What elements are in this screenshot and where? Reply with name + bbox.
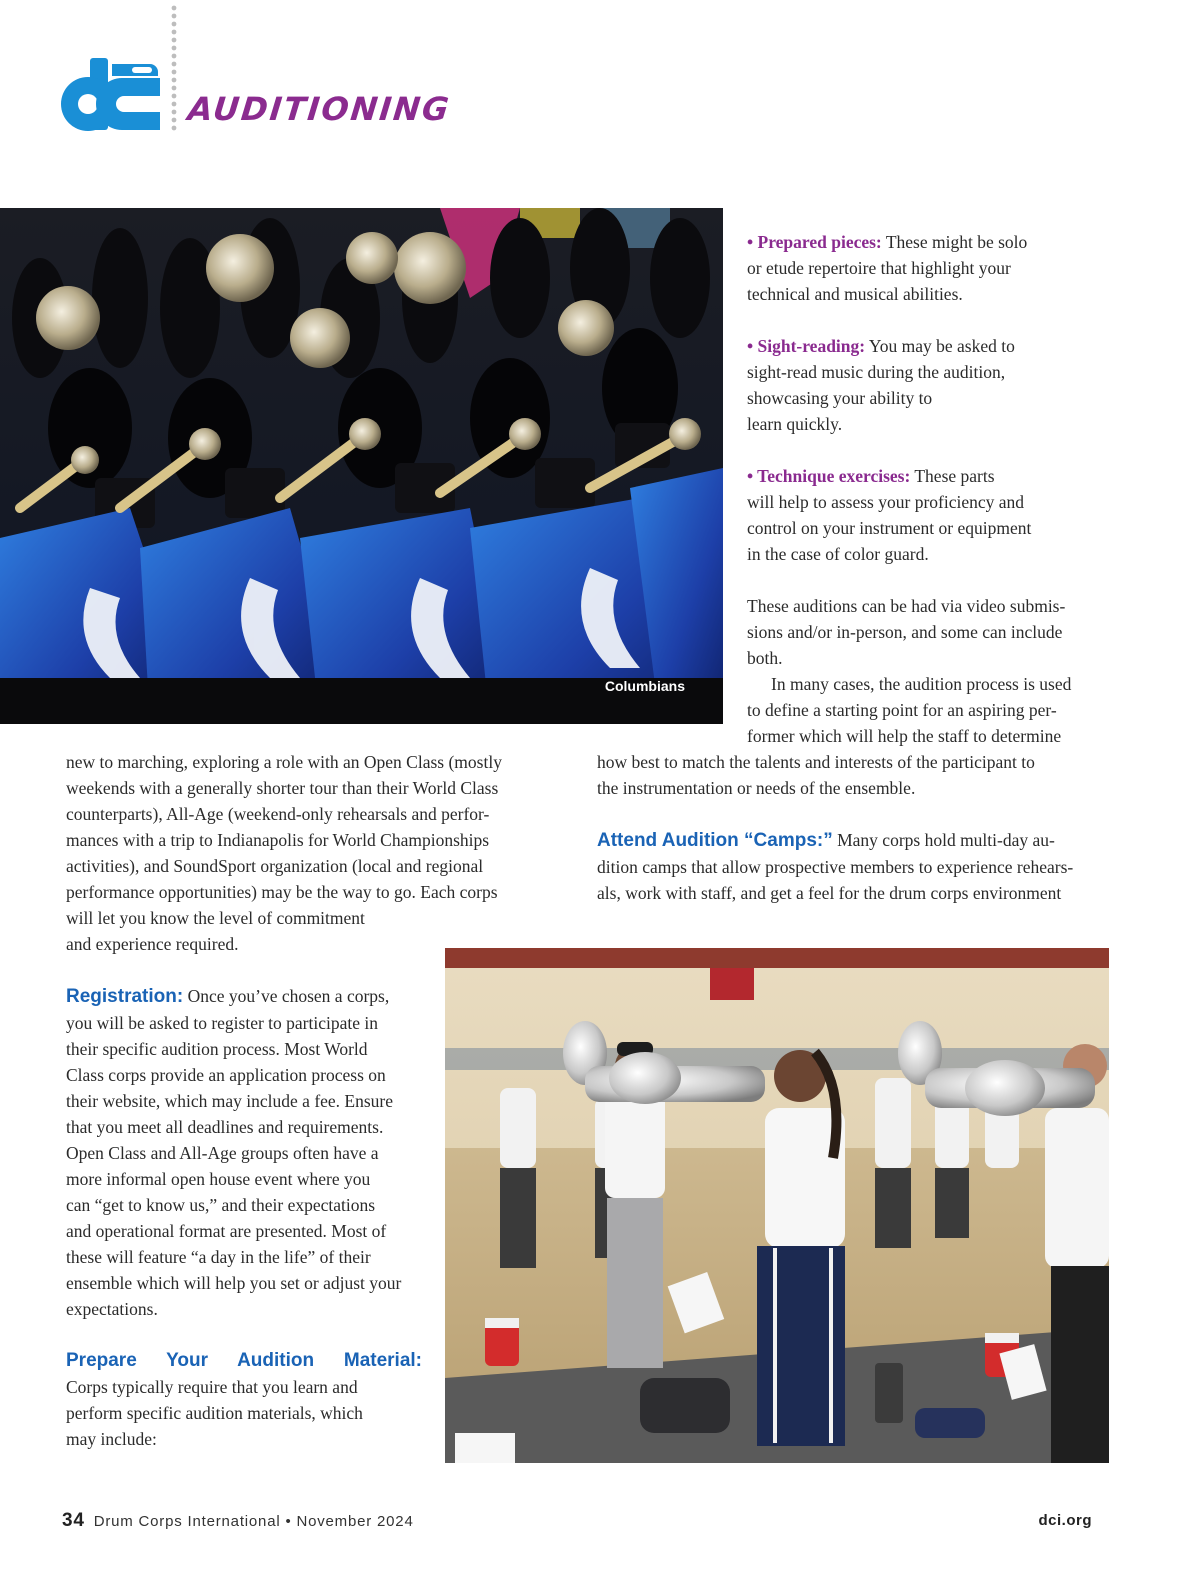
footer-left (62, 1510, 414, 1532)
text-line: weekends with a generally shorter tour than their World Class (66, 778, 499, 798)
paragraph-auditions-format (747, 593, 1100, 749)
bullet-label: • Technique exercises: (747, 466, 911, 486)
photo-columbians-brass-line (0, 208, 723, 724)
text-line: In many cases, the audition process is used (771, 674, 1072, 694)
text-line: may include: (66, 1429, 157, 1449)
text-line: Many corps hold multi-day au- (832, 830, 1055, 850)
text-line: counterparts), All-Age (weekend-only rehearsals and perfor- (66, 804, 490, 824)
bullet-prepared-pieces (747, 229, 1077, 307)
bullet-sight-reading (747, 333, 1077, 437)
dci-logo (60, 56, 164, 132)
bullet-label: • Sight-reading: (747, 336, 866, 356)
page-number: 34 (62, 1510, 85, 1531)
text-line: technical and musical abilities. (747, 284, 963, 304)
text-line: their specific audition process. Most World (66, 1039, 368, 1059)
text-line: mances with a trip to Indianapolis for World Championships (66, 830, 490, 850)
footer-site-link[interactable]: dci.org (1038, 1512, 1092, 1529)
text-line: You may be asked to (865, 336, 1015, 356)
section-title: AUDITIONING (186, 90, 453, 128)
section-prepare-material (66, 1348, 422, 1452)
section-registration (66, 983, 422, 1322)
text-line: als, work with staff, and get a feel for the drum corps environment (597, 883, 1062, 903)
text-line: their website, which may include a fee. Ensure (66, 1091, 394, 1111)
text-line: performance opportunities) may be the way to go. Each corps (66, 882, 498, 902)
registration-heading: Registration: (66, 986, 184, 1007)
text-line: that you meet all deadlines and requirements. (66, 1117, 384, 1137)
bullet-technique-exercises (747, 463, 1077, 567)
text-line: sight-read music during the audition, (747, 362, 1006, 382)
text-line: and operational format are presented. Most of (66, 1221, 387, 1241)
text-line: in the case of color guard. (747, 544, 929, 564)
text-line: these will feature “a day in the life” of their (66, 1247, 371, 1267)
text-line: learn quickly. (747, 414, 843, 434)
bullet-label: • Prepared pieces: (747, 232, 882, 252)
text-line: both. (747, 648, 783, 668)
text-line: These parts (910, 466, 995, 486)
text-line: will let you know the level of commitment (66, 908, 365, 928)
text-line: can “get to know us,” and their expectations (66, 1195, 376, 1215)
text-line: and experience required. (66, 934, 239, 954)
text-line: ensemble which will help you set or adjust your (66, 1273, 402, 1293)
text-line: dition camps that allow prospective members to experience rehears- (597, 857, 1074, 877)
text-line: Corps typically require that you learn and (66, 1377, 358, 1397)
text-line: will help to assess your proficiency and (747, 492, 1025, 512)
prepare-heading: Prepare Your Audition Material: (66, 1350, 422, 1371)
text-line: the instrumentation or needs of the ensemble. (597, 778, 916, 798)
text-line: or etude repertoire that highlight your (747, 258, 1011, 278)
text-line: new to marching, exploring a role with an Open Class (mostly (66, 752, 502, 772)
text-line: showcasing your ability to (747, 388, 933, 408)
text-line: to define a starting point for an aspiring per- (747, 700, 1057, 720)
text-line: Class corps provide an application process on (66, 1065, 386, 1085)
text-line: expectations. (66, 1299, 158, 1319)
text-line: you will be asked to register to participate in (66, 1013, 378, 1033)
header-dotted-divider (170, 4, 178, 132)
paragraph-many-cases-continuation (597, 749, 1100, 801)
text-line: These auditions can be had via video submis- (747, 596, 1066, 616)
photo-audition-camp-rehearsal (445, 948, 1109, 1463)
text-line: Open Class and All-Age groups often have a (66, 1143, 379, 1163)
section-audition-camps (597, 827, 1100, 906)
photo-caption: Columbians (604, 678, 685, 694)
paragraph-intro (66, 749, 569, 957)
text-line: activities), and SoundSport organization (local and regional (66, 856, 484, 876)
text-line: perform specific audition materials, which (66, 1403, 363, 1423)
text-line: These might be solo (881, 232, 1028, 252)
publication-name: Drum Corps International • November 2024 (93, 1513, 414, 1530)
text-line: sions and/or in-person, and some can include (747, 622, 1063, 642)
text-line: control on your instrument or equipment (747, 518, 1032, 538)
text-line: more informal open house event where you (66, 1169, 371, 1189)
text-line: how best to match the talents and interests of the participant to (597, 752, 1035, 772)
camps-heading: Attend Audition “Camps:” (597, 830, 833, 851)
text-line: former which will help the staff to determine (747, 726, 1062, 746)
text-line: Once you’ve chosen a corps, (183, 986, 390, 1006)
